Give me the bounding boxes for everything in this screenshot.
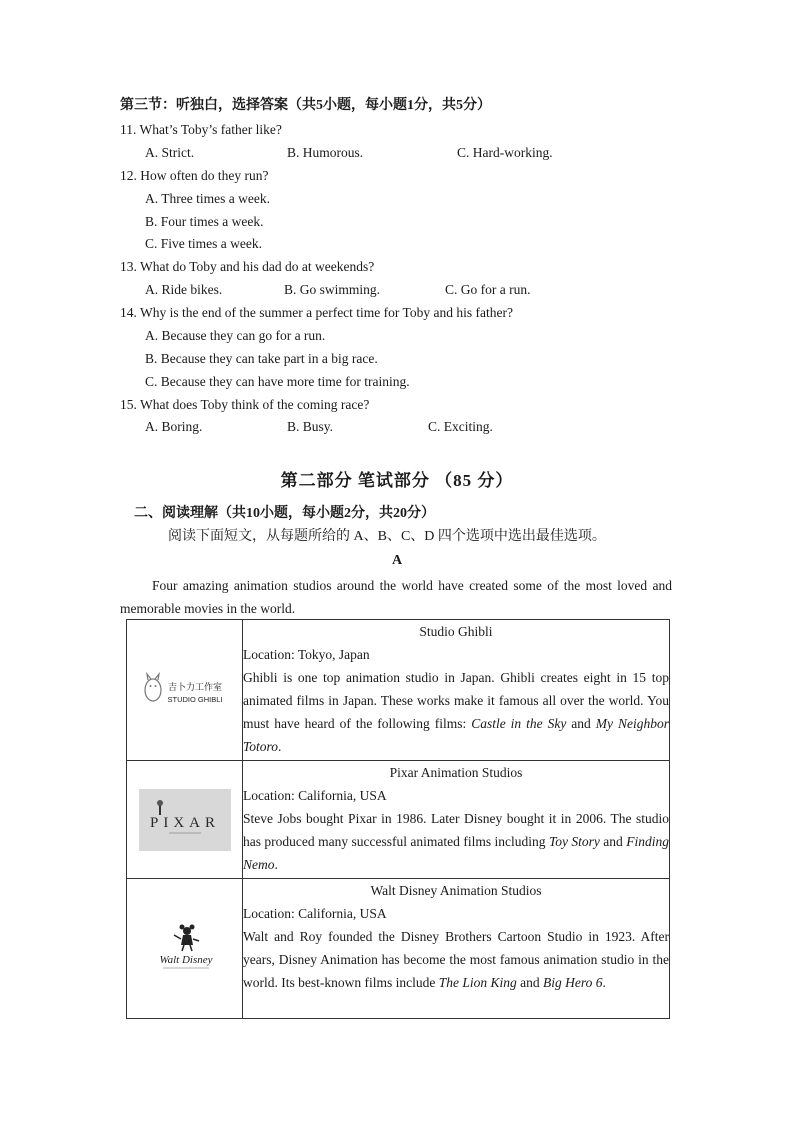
passage-label: A (391, 553, 403, 568)
disney-logo-text: Walt Disney (159, 954, 213, 966)
table-row (127, 761, 670, 879)
q11-option-c: C. Hard-working. (457, 145, 553, 160)
question-14: 14. Why is the end of the summer a perfect time for Toby and his father? (120, 305, 513, 320)
studios-table (126, 619, 670, 1019)
q15-option-a: A. Boring. (145, 419, 203, 434)
q14-option-b: B. Because they can take part in a big race. (145, 351, 378, 366)
section3-title: 第三节：听独白，选择答案（共5小题，每小题1分，共5分） (120, 98, 491, 113)
studio-description: Walt and Roy founded the Disney Brothers Cartoon Studio in 1923. After years, Disney Animation has become the most famous animation studio in the world. Its best-known films include The Lion King and Big Hero 6. (243, 929, 669, 990)
disney-text-cell (243, 879, 670, 1019)
studio-location: Location: California, USA (243, 788, 387, 803)
table-row (127, 620, 670, 761)
q15-option-c: C. Exciting. (428, 419, 493, 434)
studio-ghibli-logo (139, 660, 231, 720)
q13-option-b: B. Go swimming. (284, 282, 381, 297)
passage-intro: Four amazing animation studios around the world have created some of the most loved and memorable movies in the world. (120, 578, 672, 616)
studio-name: Studio Ghibli (419, 624, 493, 639)
q12-option-b: B. Four times a week. (145, 214, 264, 229)
q14-option-c: C. Because they can have more time for training. (145, 374, 410, 389)
ghibli-text-cell (243, 620, 670, 761)
q11-option-b: B. Humorous. (287, 145, 364, 160)
ghibli-logo-cn: 吉卜力工作室 (167, 683, 223, 693)
part2-title: 第二部分 笔试部分 （85 分） (280, 471, 514, 490)
pixar-logo (139, 789, 231, 851)
question-12: 12. How often do they run? (120, 168, 269, 183)
disney-logo-cell (127, 879, 243, 1019)
q12-option-c: C. Five times a week. (145, 236, 262, 251)
pixar-logo-text: PIXAR (149, 815, 221, 831)
studio-name: Walt Disney Animation Studios (370, 883, 542, 898)
ghibli-logo-en: STUDIO GHIBLI (167, 695, 223, 704)
studio-location: Location: Tokyo, Japan (243, 647, 370, 662)
pixar-logo-cell (127, 761, 243, 879)
question-15: 15. What does Toby think of the coming race? (120, 397, 370, 412)
reading-section-title: 二、阅读理解（共10小题，每小题2分，共20分） (134, 506, 435, 521)
studio-description: Steve Jobs bought Pixar in 1986. Later Disney bought it in 2006. The studio has produced many successful animated films including Toy Story and Finding Nemo. (243, 811, 669, 872)
pixar-text-cell (243, 761, 670, 879)
q11-option-a: A. Strict. (145, 145, 195, 160)
question-11: 11. What’s Toby’s father like? (120, 122, 282, 137)
ghibli-logo-cell (127, 620, 243, 761)
q15-option-b: B. Busy. (287, 419, 334, 434)
reading-instruction: 阅读下面短文，从每题所给的 A、B、C、D 四个选项中选出最佳选项。 (168, 529, 606, 544)
q14-option-a: A. Because they can go for a run. (145, 328, 326, 343)
studio-location: Location: California, USA (243, 906, 387, 921)
studio-description: Ghibli is one top animation studio in Japan. Ghibli creates eight in 15 top animated films in Japan. These works make it famous all over the world. You must have heard of the following films: Castle in the Sky and My Neighbor Totoro. (243, 670, 669, 754)
q13-option-a: A. Ride bikes. (145, 282, 223, 297)
table-row (127, 879, 670, 1019)
q13-option-c: C. Go for a run. (445, 282, 531, 297)
walt-disney-animation-logo (141, 923, 231, 975)
studio-name: Pixar Animation Studios (389, 765, 523, 780)
question-13: 13. What do Toby and his dad do at weekends? (120, 259, 375, 274)
q12-option-a: A. Three times a week. (145, 191, 270, 206)
